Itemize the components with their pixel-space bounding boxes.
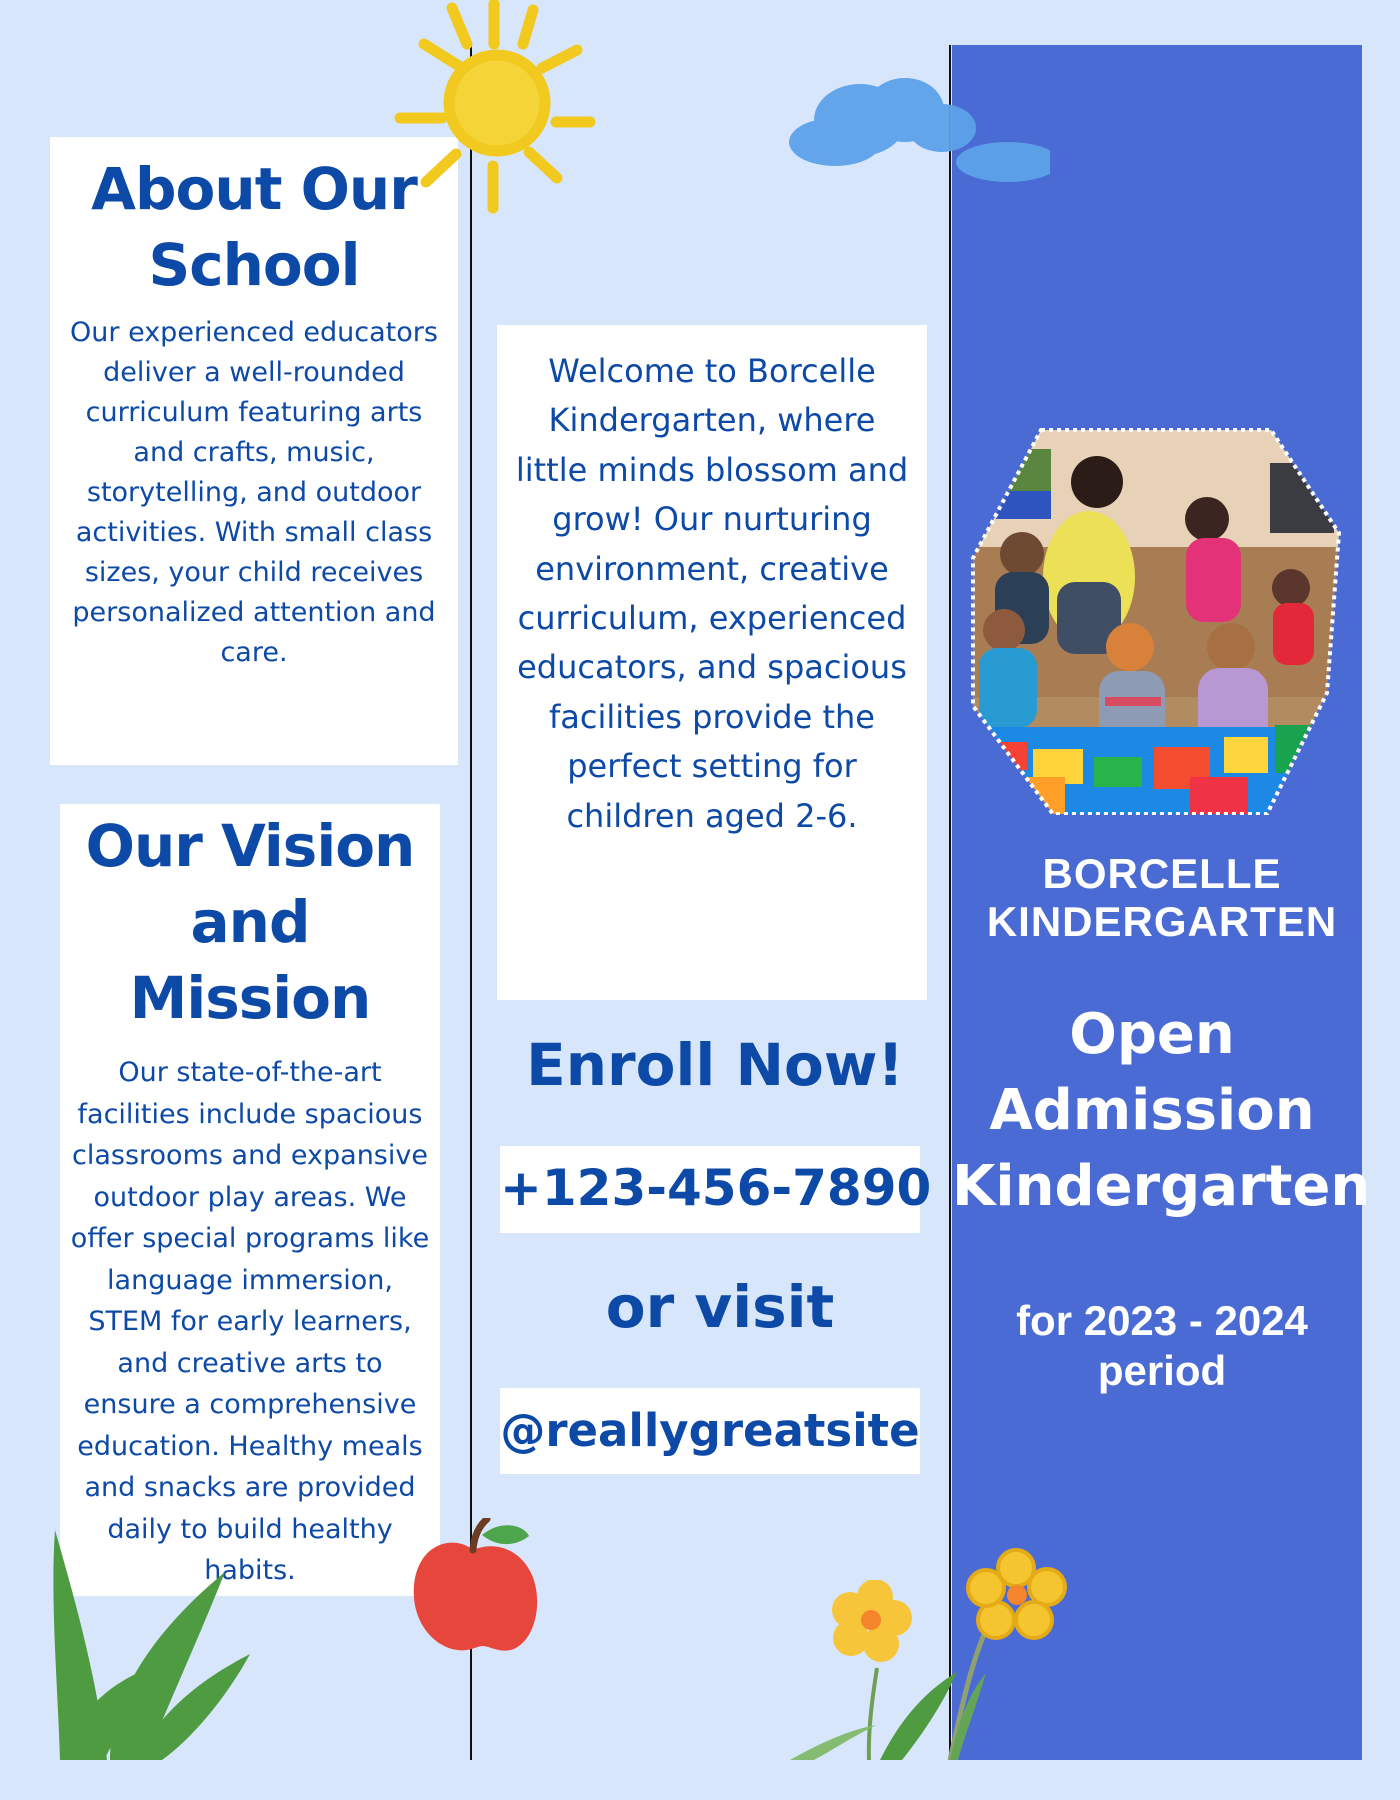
apple-icon bbox=[405, 1518, 545, 1663]
phone-number[interactable]: +123-456-7890 bbox=[500, 1159, 932, 1217]
left-fold-divider bbox=[470, 45, 472, 1760]
flower-icon bbox=[930, 1545, 1100, 1760]
school-name: BORCELLE KINDERGARTEN bbox=[986, 850, 1338, 945]
welcome-text: Welcome to Borcelle Kindergarten, where little minds blossom and grow! Our nurturing environment, creative curriculum, experienced educators, and spacious facilities provide the perfect setting for children aged 2-6. bbox=[515, 352, 909, 835]
children-photo bbox=[967, 427, 1345, 815]
website-link[interactable]: @reallygreatsite bbox=[500, 1404, 920, 1457]
plant-icon bbox=[40, 1520, 260, 1760]
cloud-icon bbox=[780, 50, 1050, 200]
sun-icon bbox=[380, 0, 610, 220]
or-visit-text: or visit bbox=[605, 1273, 835, 1341]
about-body: Our experienced educators deliver a well-rounded curriculum featuring arts and crafts, music, storytelling, and outdoor activities. With small class sizes, your child receives personalized attention and care. bbox=[70, 317, 438, 668]
phone-box bbox=[500, 1146, 932, 1233]
welcome-card bbox=[497, 325, 927, 1000]
website-box bbox=[500, 1388, 920, 1474]
vision-card bbox=[60, 804, 440, 1596]
enroll-heading: Enroll Now! bbox=[526, 1031, 904, 1099]
admission-headline: Open Admission Kindergarten bbox=[952, 1002, 1371, 1219]
about-card bbox=[50, 137, 458, 765]
right-fold-divider bbox=[949, 45, 951, 1760]
vision-body: Our state-of-the-art facilities include spacious classrooms and expansive outdoor play areas. We offer special programs like language immersion, STEM for early learners, and creative arts to ensure a comprehensive education. Healthy meals and snacks are provided daily to build healthy habits. bbox=[70, 1057, 430, 1586]
admission-period: for 2023 - 2024 period bbox=[1016, 1297, 1308, 1394]
vision-title: Our Vision and Mission bbox=[85, 812, 415, 1032]
about-title: About Our School bbox=[91, 155, 417, 299]
